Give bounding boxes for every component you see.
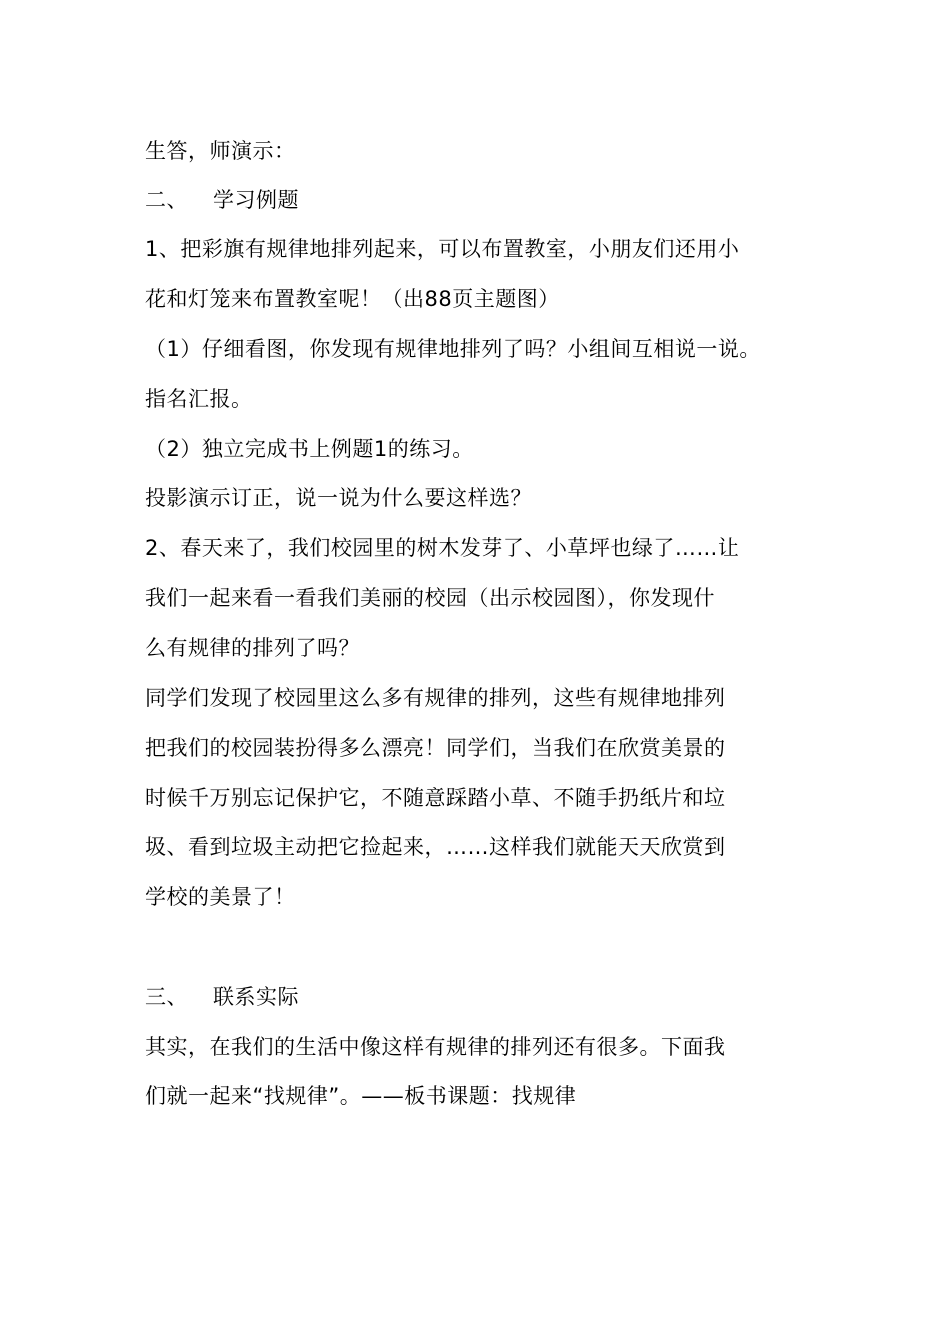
text-line: 其实，在我们的生活中像这样有规律的排列还有很多。下面我	[145, 1035, 726, 1059]
section-heading-3	[145, 982, 299, 1012]
text-line: 么有规律的排列了吗？	[145, 636, 360, 660]
text-line: （2）独立完成书上例题1的练习。	[145, 437, 474, 461]
text-line: 我们一起来看一看我们美丽的校园（出示校园图），你发现什	[145, 586, 715, 610]
text-line: 把我们的校园装扮得多么漂亮！同学们，当我们在欣赏美景的	[145, 736, 726, 760]
text-line: 指名汇报。	[145, 387, 253, 411]
section-heading-2	[145, 185, 299, 215]
text-line: （1）仔细看图，你发现有规律地排列了吗？小组间互相说一说。	[145, 337, 761, 361]
text-line: 们就一起来“找规律”。——板书课题：找规律	[145, 1084, 577, 1108]
text-line: 生答，师演示：	[145, 139, 296, 163]
section-title: 联系实际	[213, 985, 299, 1009]
section-number: 三、	[145, 985, 188, 1009]
text-line: 投影演示订正，说一说为什么要这样选？	[145, 486, 532, 510]
text-line: 学校的美景了！	[145, 885, 296, 909]
text-line: 同学们发现了校园里这么多有规律的排列，这些有规律地排列	[145, 686, 726, 710]
text-line: 1、把彩旗有规律地排列起来，可以布置教室，小朋友们还用小	[145, 237, 740, 261]
text-line: 花和灯笼来布置教室呢！（出88页主题图）	[145, 287, 560, 311]
text-line: 圾、看到垃圾主动把它捡起来，……这样我们就能天天欣赏到	[145, 835, 726, 859]
section-title: 学习例题	[213, 188, 299, 212]
section-number: 二、	[145, 188, 188, 212]
text-line: 2、春天来了，我们校园里的树木发芽了、小草坪也绿了……让	[145, 536, 740, 560]
text-line: 时候千万别忘记保护它，不随意踩踏小草、不随手扔纸片和垃	[145, 786, 726, 810]
